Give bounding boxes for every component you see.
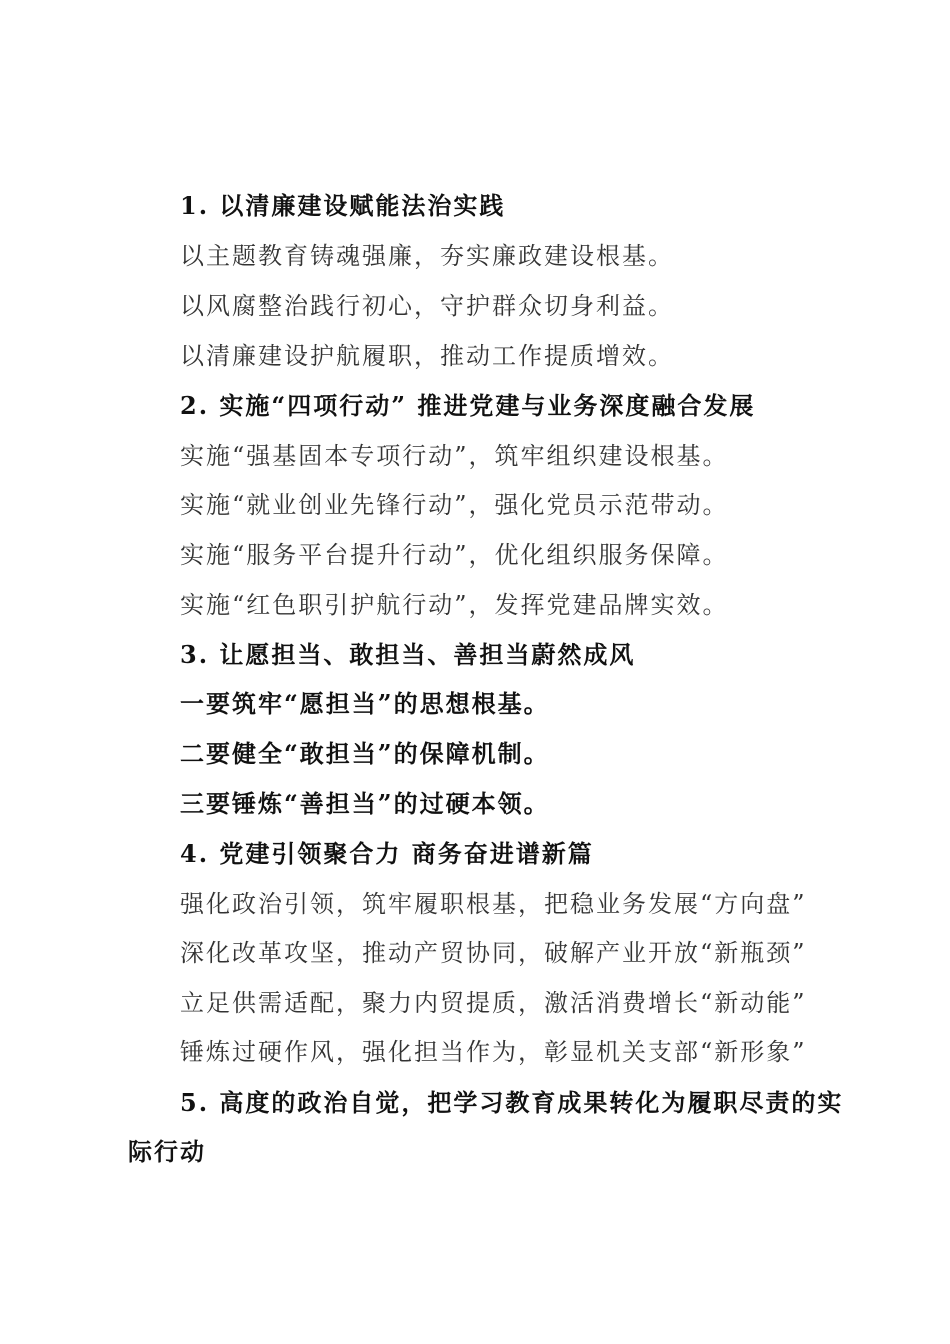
section-3-line-3: 三要锤炼“善担当”的过硬本领。 [180,789,550,818]
section-1-heading: 1. 以清廉建设赋能法治实践 [180,191,506,220]
section-5-heading: 5. 高度的政治自觉，把学习教育成果转化为履职尽责的实 [180,1088,844,1117]
section-1-line-2: 以风腐整治践行初心，守护群众切身利益。 [180,292,674,320]
section-2-line-2: 实施“就业创业先锋行动”，强化党员示范带动。 [180,491,729,519]
section-1-line-3: 以清廉建设护航履职，推动工作提质增效。 [180,342,674,370]
section-3-line-1: 一要筑牢“愿担当”的思想根基。 [180,689,550,718]
section-2-line-3: 实施“服务平台提升行动”，优化组织服务保障。 [180,541,729,569]
section-2-heading: 2. 实施“四项行动” 推进党建与业务深度融合发展 [180,391,756,420]
section-5-heading-continuation: 际行动 [128,1137,206,1166]
section-4-line-2: 深化改革攻坚，推动产贸协同，破解产业开放“新瓶颈” [180,939,807,967]
section-4-line-3: 立足供需适配，聚力内贸提质，激活消费增长“新动能” [180,989,807,1017]
section-4-line-4: 锤炼过硬作风，强化担当作为，彰显机关支部“新形象” [180,1038,807,1066]
section-2-line-4: 实施“红色职引护航行动”，发挥党建品牌实效。 [180,591,729,619]
section-2-line-1: 实施“强基固本专项行动”，筑牢组织建设根基。 [180,442,729,470]
section-3-heading: 3. 让愿担当、敢担当、善担当蔚然成风 [180,640,636,669]
section-4-heading: 4. 党建引领聚合力 商务奋进谱新篇 [180,839,594,868]
section-1-line-1: 以主题教育铸魂强廉，夯实廉政建设根基。 [180,242,674,270]
section-3-line-2: 二要健全“敢担当”的保障机制。 [180,739,550,768]
section-4-line-1: 强化政治引领，筑牢履职根基，把稳业务发展“方向盘” [180,890,807,918]
